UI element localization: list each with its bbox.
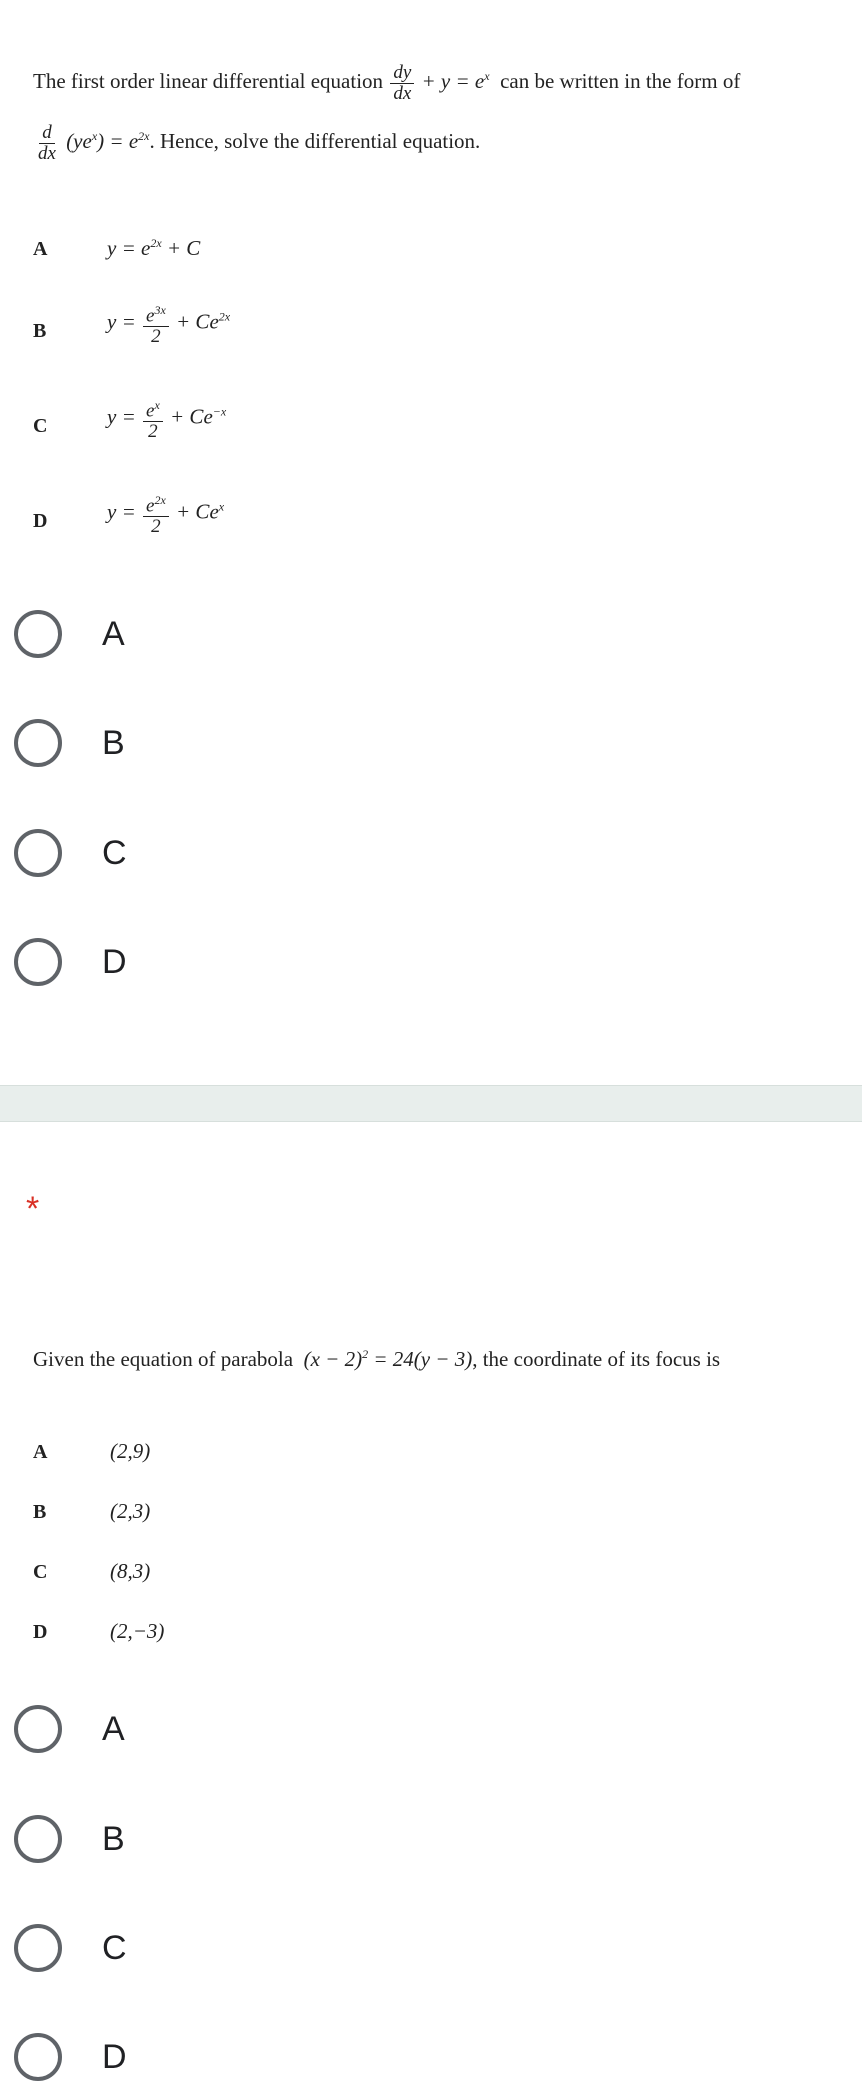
q1-option-d-num: e — [146, 495, 155, 517]
q1-option-math-c — [107, 395, 226, 442]
q2-option-math-d: (2,−3) — [110, 1619, 165, 1643]
q1-option-b-den: 2 — [151, 326, 161, 348]
q1-option-a-exp: 2x — [150, 236, 162, 250]
q1-form-num: d — [39, 123, 55, 144]
q1-option-b-num-exp: 3x — [154, 303, 166, 317]
q1-option-c-tail-exp: −x — [212, 404, 227, 419]
q1-text-post: . Hence, solve the differential equation. — [149, 129, 481, 153]
radio-circle-icon[interactable] — [14, 1815, 62, 1863]
q2-text-pre: Given the equation of parabola — [33, 1347, 294, 1371]
q1-option-c-tail: + Ce — [170, 404, 213, 429]
q1-derivative-fraction — [390, 63, 414, 104]
q2-choice-b-label: B — [102, 1819, 125, 1858]
q2-option-letter-a: A — [33, 1441, 48, 1463]
q1-option-d-tail: + Ce — [176, 499, 219, 524]
q1-option-d-fraction — [143, 490, 169, 537]
q2-option-letter-b: B — [33, 1501, 47, 1523]
q2-eq-exp: 2 — [362, 1347, 369, 1361]
q1-eq-den: dx — [393, 82, 412, 104]
radio-circle-icon[interactable] — [14, 719, 62, 767]
radio-circle-icon[interactable] — [14, 2033, 62, 2081]
q1-option-c-num-exp: x — [154, 398, 160, 412]
q1-choice-c-label: C — [102, 833, 127, 872]
q1-option-letter-a: A — [33, 238, 48, 260]
q2-choice-c-label: C — [102, 1928, 127, 1967]
q1-choice-a[interactable] — [14, 608, 125, 660]
q1-eq-exp: x — [484, 69, 490, 83]
q2-option-letter-c: C — [33, 1561, 48, 1583]
radio-circle-icon[interactable] — [14, 1924, 62, 1972]
radio-circle-icon[interactable] — [14, 1705, 62, 1753]
q2-eq: (x − 2) — [303, 1347, 363, 1371]
q1-option-c-den: 2 — [148, 421, 158, 443]
q1-text-pre: The first order linear differential equation — [33, 69, 384, 93]
q1-form-body: (ye — [66, 129, 92, 153]
q1-form-fraction — [35, 123, 59, 164]
q2-choice-c[interactable] — [14, 1922, 127, 1974]
q1-question-line2 — [33, 122, 480, 164]
q1-text-mid: can be written in the form of — [500, 69, 741, 93]
q2-text-post: , the coordinate of its focus is — [472, 1347, 721, 1371]
q1-form-den: dx — [38, 142, 56, 164]
q1-option-letter-c: C — [33, 415, 48, 437]
q1-form-rhs-exp: 2x — [138, 129, 150, 143]
q1-option-b-num: e — [146, 305, 155, 327]
q1-option-b-tail: + Ce — [176, 309, 219, 334]
q2-choice-d[interactable] — [14, 2031, 127, 2083]
q1-option-d-tail-exp: x — [218, 499, 225, 514]
radio-circle-icon[interactable] — [14, 610, 62, 658]
q1-option-letter-b: B — [33, 320, 47, 342]
q1-option-math-b — [107, 300, 230, 347]
q2-option-math-a: (2,9) — [110, 1439, 151, 1463]
q1-option-c-num: e — [146, 400, 155, 422]
q2-choice-a-label: A — [102, 1709, 125, 1748]
q2-eq-rest: = 24(y − 3) — [368, 1347, 473, 1371]
q1-option-d-den: 2 — [151, 516, 161, 538]
q1-option-letter-d: D — [33, 510, 48, 532]
q2-option-letter-d: D — [33, 1621, 48, 1643]
q1-option-math-a — [107, 236, 200, 261]
q1-choice-d-label: D — [102, 942, 127, 981]
q1-choice-d[interactable] — [14, 936, 127, 988]
q1-option-a-tail: + C — [161, 236, 201, 260]
q1-option-c-fraction — [143, 395, 163, 442]
radio-circle-icon[interactable] — [14, 938, 62, 986]
q2-choice-b[interactable] — [14, 1813, 125, 1865]
q2-option-math-b: (2,3) — [110, 1499, 151, 1523]
q1-option-d-num-exp: 2x — [154, 493, 166, 507]
q1-form-body-exp: x — [91, 129, 98, 143]
q1-choice-b[interactable] — [14, 717, 125, 769]
q1-option-math-d — [107, 490, 224, 537]
q2-option-math-c: (8,3) — [110, 1559, 151, 1583]
q1-form-body-close: ) = e — [97, 129, 139, 153]
required-asterisk: * — [26, 1190, 40, 1228]
question-divider — [0, 1085, 862, 1122]
q1-choice-c[interactable] — [14, 827, 127, 879]
q1-option-d-pre: y = — [107, 499, 136, 524]
q2-choice-a[interactable] — [14, 1703, 125, 1755]
q1-option-b-fraction — [143, 300, 169, 347]
q1-eq-rest: + y = e — [421, 69, 485, 93]
q1-option-b-tail-exp: 2x — [218, 309, 231, 324]
q1-choice-a-label: A — [102, 614, 125, 653]
q2-choice-d-label: D — [102, 2037, 127, 2076]
q1-question-line1 — [33, 62, 740, 104]
q1-option-b-pre: y = — [107, 309, 136, 334]
q1-eq-num: dy — [390, 63, 414, 84]
q1-choice-b-label: B — [102, 723, 125, 762]
radio-circle-icon[interactable] — [14, 829, 62, 877]
q1-option-c-pre: y = — [107, 404, 136, 429]
q2-question-text — [33, 1340, 720, 1373]
q1-option-a-math: y = e — [107, 236, 151, 260]
